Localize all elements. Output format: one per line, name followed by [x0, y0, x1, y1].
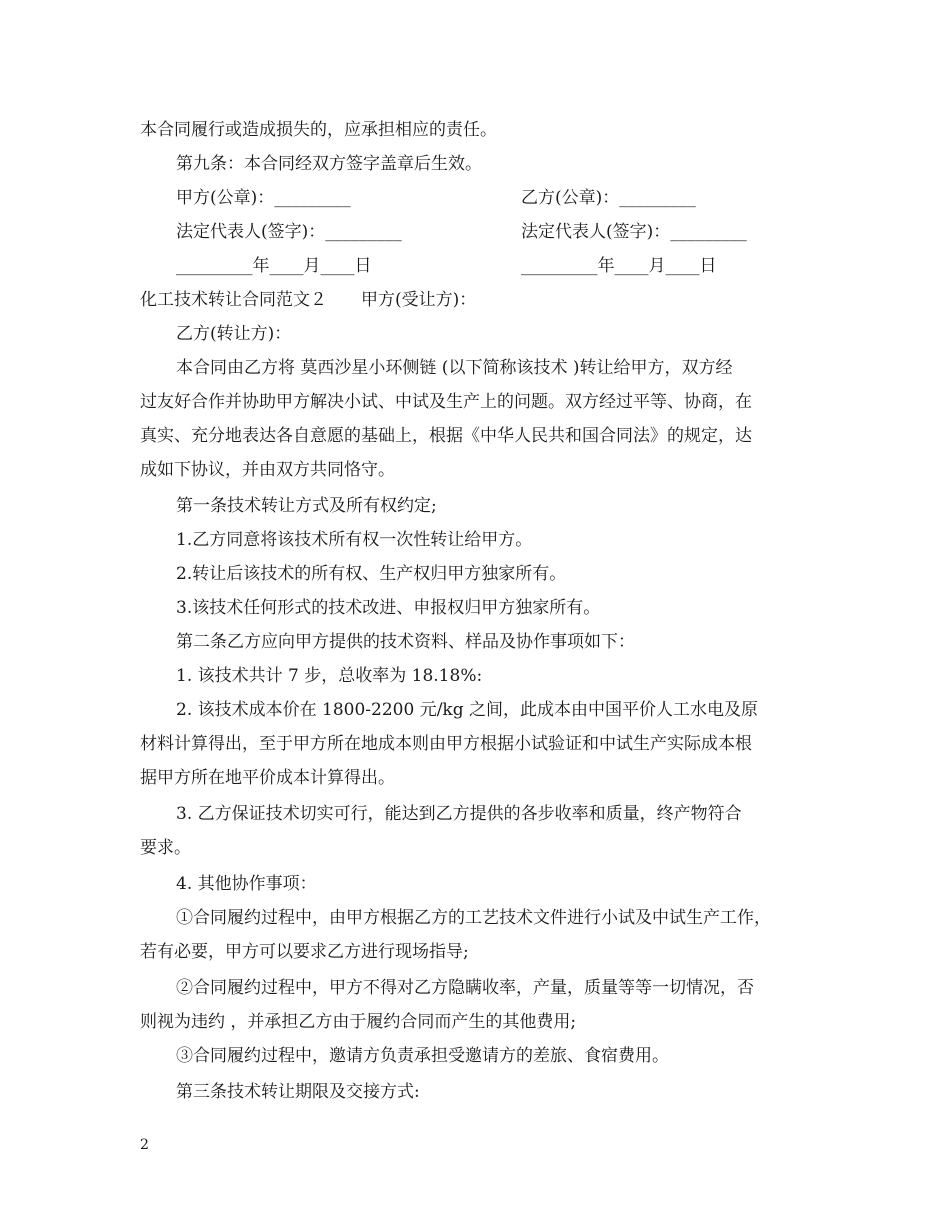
- list-item: 2.转让后该技术的所有权、生产权归甲方独家所有。: [176, 564, 567, 584]
- list-item: 4. 其他协作事项：: [176, 874, 317, 894]
- paragraph-line: 过友好合作并协助甲方解决小试、中试及生产上的问题。双方经过平等、协商，在: [140, 392, 752, 412]
- party-b-date-field: _________年____月____日: [521, 256, 717, 276]
- article-nine-line: 第九条：本合同经双方签字盖章后生效。: [176, 154, 482, 174]
- list-item: ③合同履约过程中，邀请方负责承担受邀请方的差旅、食宿费用。: [176, 1046, 669, 1066]
- paragraph-line: 成如下协议，并由双方共同恪守。: [140, 460, 395, 480]
- list-item: 1.乙方同意将该技术所有权一次性转让给甲方。: [176, 530, 533, 550]
- paragraph-line: 本合同由乙方将 莫西沙星小环侧链 (以下简称该技术 )转让给甲方，双方经: [176, 358, 733, 378]
- paragraph-line: 若有必要，甲方可以要求乙方进行现场指导;: [140, 942, 469, 962]
- list-item: ①合同履约过程中，由甲方根据乙方的工艺技术文件进行小试及中试生产工作，: [176, 908, 771, 928]
- list-item: 3.该技术任何形式的技术改进、申报权归甲方独家所有。: [176, 598, 601, 618]
- paragraph-line: 要求。: [140, 838, 191, 858]
- article-heading: 第一条技术转让方式及所有权约定;: [176, 496, 437, 516]
- party-b-seal-field: 乙方(公章)：_________: [521, 188, 696, 208]
- paragraph-line: 则视为违约 ，并承担乙方由于履约合同而产生的其他费用;: [140, 1012, 577, 1032]
- party-a-representative-field: 法定代表人(签字)：_________: [176, 222, 402, 242]
- party-b-line: 乙方(转让方)：: [176, 324, 292, 344]
- article-heading: 第三条技术转让期限及交接方式:: [176, 1082, 420, 1102]
- paragraph-line: 据甲方所在地平价成本计算得出。: [140, 768, 395, 788]
- list-item: 2. 该技术成本价在 1800-2200 元/kg 之间，此成本由中国平价人工水电及原: [176, 700, 759, 720]
- list-item: 3. 乙方保证技术切实可行，能达到乙方提供的各步收率和质量，终产物符合: [176, 804, 742, 824]
- paragraph-line: 材料计算得出，至于甲方所在地成本则由甲方根据小试验证和中试生产实际成本根: [140, 734, 752, 754]
- party-a-seal-field: 甲方(公章)：_________: [176, 188, 351, 208]
- list-item: ②合同履约过程中，甲方不得对乙方隐瞒收率，产量，质量等等一切情况，否: [176, 978, 754, 998]
- party-b-representative-field: 法定代表人(签字)：_________: [521, 222, 747, 242]
- section-title: 化工技术转让合同范文２ 甲方(受让方)：: [140, 290, 477, 310]
- list-item: 1. 该技术共计 7 步，总收率为 18.18%:: [176, 666, 483, 686]
- article-heading: 第二条乙方应向甲方提供的技术资料、样品及协作事项如下：: [176, 632, 635, 652]
- paragraph-line: 本合同履行或造成损失的，应承担相应的责任。: [140, 120, 497, 140]
- paragraph-line: 真实、充分地表达各自意愿的基础上，根据《中华人民共和国合同法》的规定，达: [140, 426, 752, 446]
- page-number: 2: [140, 1137, 149, 1153]
- party-a-date-field: _________年____月____日: [176, 256, 372, 276]
